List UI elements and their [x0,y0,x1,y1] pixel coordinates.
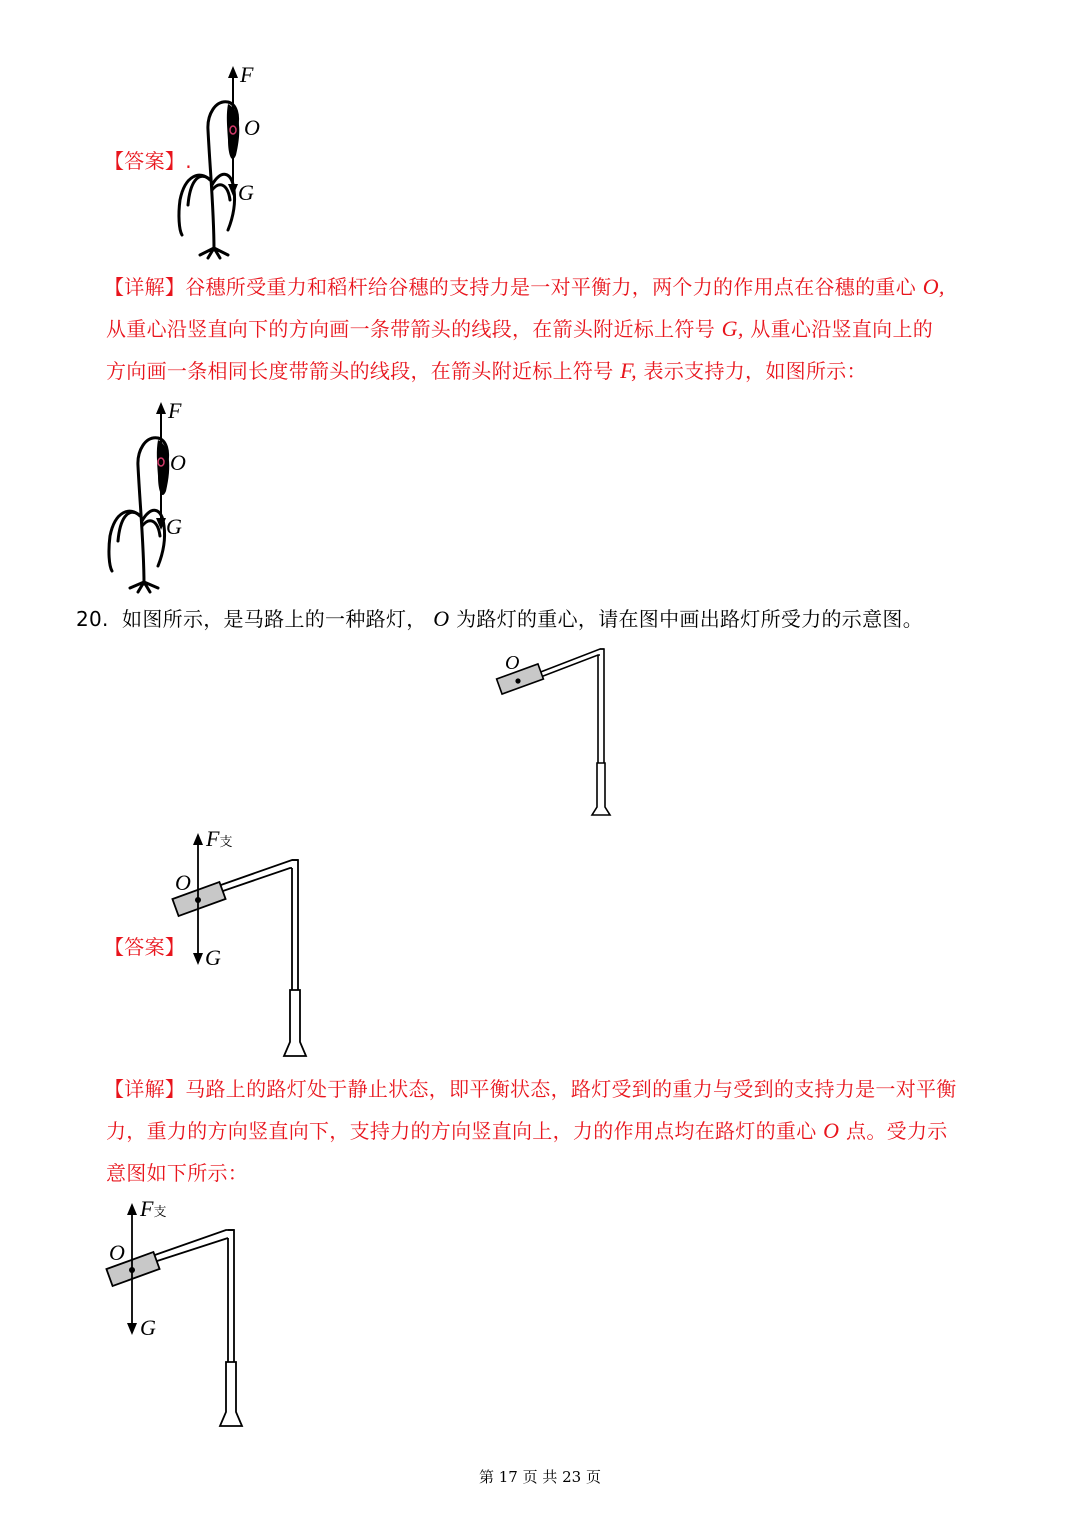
q20-detail-label-G: G [140,1315,156,1340]
q19-answer-label-O: O [244,115,260,140]
q20-detail-label-O: O [109,1240,125,1265]
q20-question-stem: 20. 如图所示，是马路上的一种路灯， O 为路灯的重心，请在图中画出路灯所受力的示意图。 [76,606,923,631]
q19-answer-label-G: G [238,180,254,205]
q19-detail-plant-figure [100,396,210,596]
q19-answer-plant-figure [170,60,280,260]
q20-detail-line1: 【详解】马路上的路灯处于静止状态，即平衡状态，路灯受到的重力与受到的支持力是一对平衡 [104,1077,957,1101]
q19-answer-label-F: F [240,62,254,87]
q20-answer-label-G: G [205,945,221,970]
q20-detail-line3: 意图如下所示： [106,1161,249,1185]
page-footer: 第 17 页 共 23 页 [478,1468,601,1486]
q19-detail-label-O: O [170,450,186,475]
q19-detail-label-G: G [166,514,182,539]
q20-detail-streetlamp-figure [104,1200,244,1432]
q20-detail-line2: 力，重力的方向竖直向下，支持力的方向竖直向上，力的作用点均在路灯的重心 O 点。受力示 [106,1118,948,1143]
q20-answer-label-F: F支 [206,826,233,851]
q19-detail-label-F: F [168,398,182,423]
q20-answer-label: 【答案】 [104,935,186,959]
q20-answer-streetlamp-figure [170,830,310,1062]
q19-answer-label: 【答案】. [104,149,192,173]
q19-detail-line1: 【详解】谷穗所受重力和稻杆给谷穗的支持力是一对平衡力，两个力的作用点在谷穗的重心 O, [104,274,945,299]
q19-detail-line2: 从重心沿竖直向下的方向画一条带箭头的线段，在箭头附近标上符号 G, 从重心沿竖直向上的 [106,316,934,341]
q20-question-label-O: O [505,652,520,674]
q19-detail-line3: 方向画一条相同长度带箭头的线段，在箭头附近标上符号 F, 表示支持力，如图所示： [106,358,867,383]
question-number: 20. [76,607,109,631]
q20-detail-label-F: F支 [140,1196,167,1221]
q20-answer-label-O: O [175,870,191,895]
